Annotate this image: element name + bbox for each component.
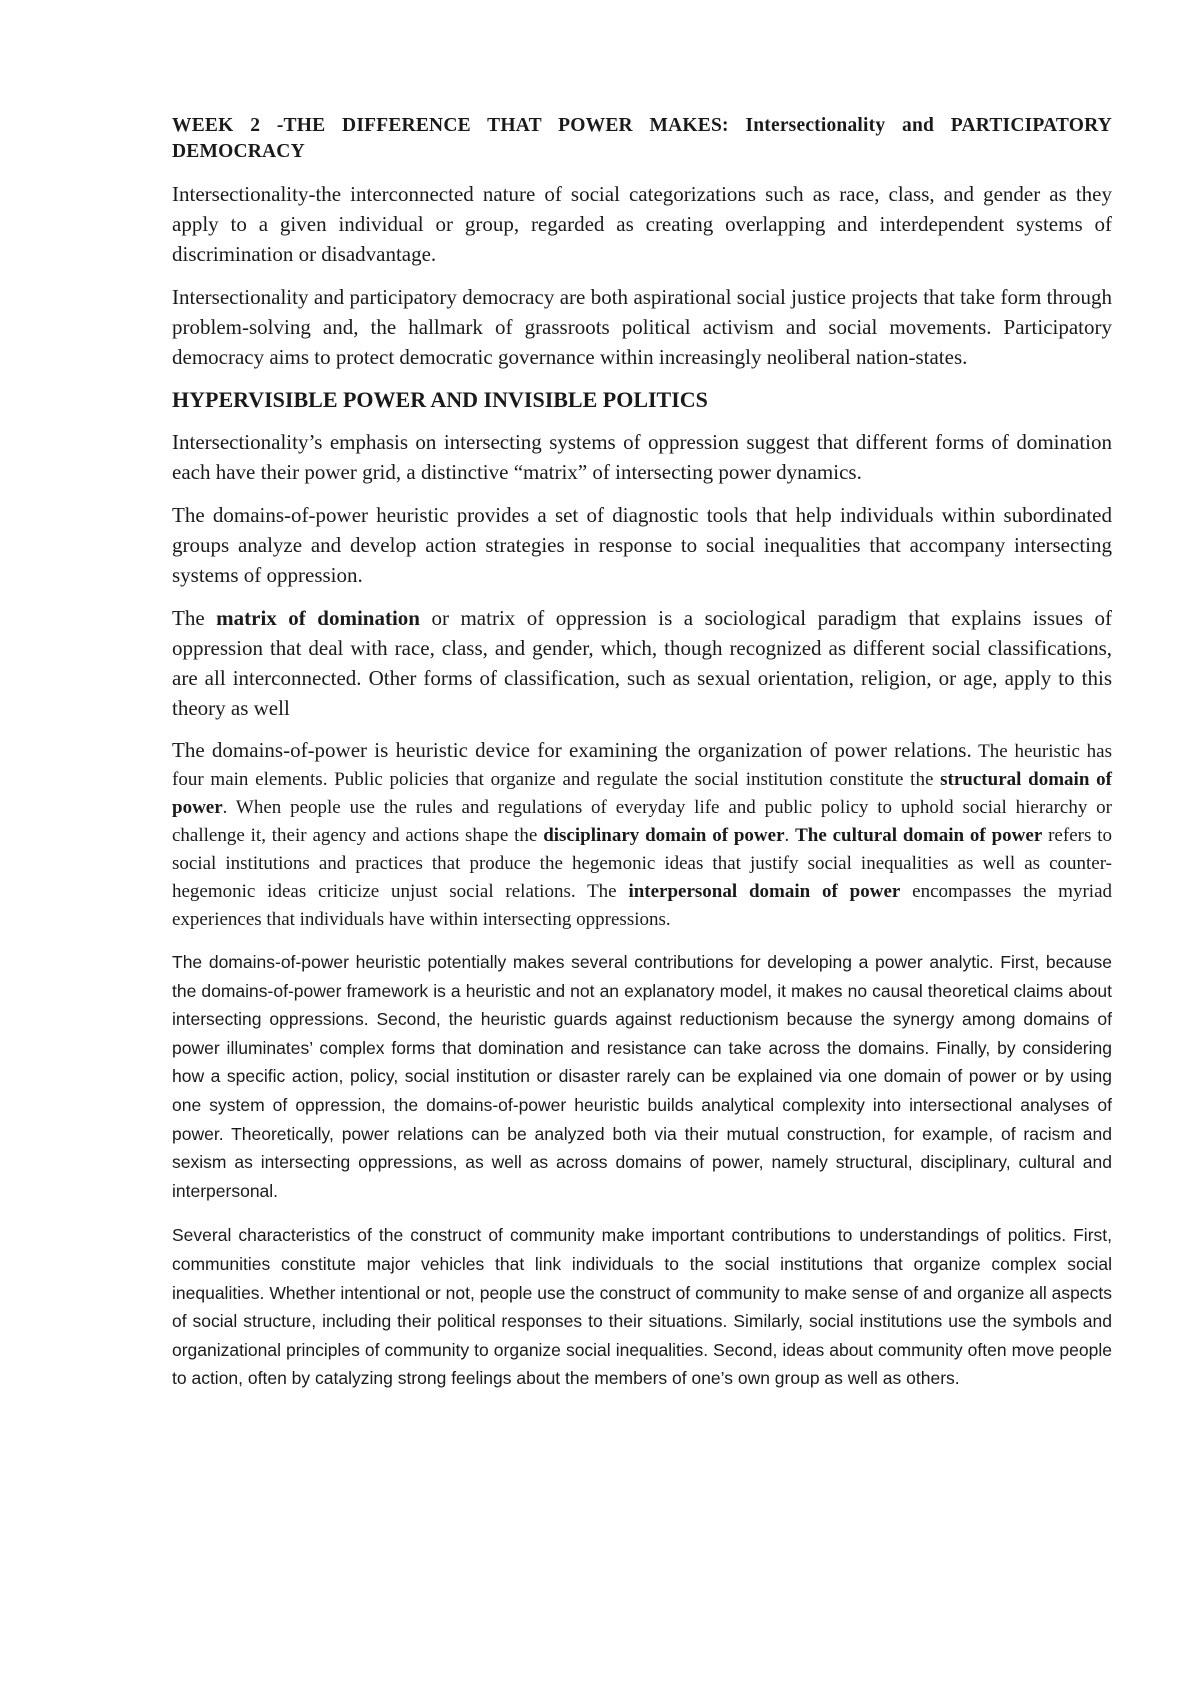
aspirational-paragraph: Intersectionality and participatory democracy are both aspirational social justice projects that take form through problem-solving and, the hallmark of grassroots political activism and social movements. Participatory democracy aims to protect democratic governance within increasingly neoliberal nation-states. xyxy=(172,285,1112,369)
document-title: WEEK 2 -THE DIFFERENCE THAT POWER MAKES: Intersectionality and PARTICIPATORY DEMOCRACY xyxy=(172,115,1112,162)
document-page xyxy=(172,113,1112,1409)
domains-paragraph xyxy=(172,736,1112,934)
domains-lead: The domains-of-power is heuristic device for examining the organization of power relations. xyxy=(172,738,972,762)
heuristic-tools-paragraph: The domains-of-power heuristic provides a set of diagnostic tools that help individuals within subordinated groups analyze and develop action strategies in response to social inequalities that accompany intersecting systems of oppression. xyxy=(172,503,1112,587)
matrix-paragraph xyxy=(172,603,1112,723)
interpersonal-domain-term: interpersonal domain of power xyxy=(628,881,901,902)
community-paragraph: Several characteristics of the construct of community make important contributions to understandings of politics. First, communities constitute major vehicles that link individuals to the social institutions that organize complex social inequalities. Whether intentional or not, people use the construct of community to make sense of and organize all aspects of social structure, including their political responses to their situations. Similarly, social institutions use the symbols and organizational principles of community to organize social inequalities. Second, ideas about community often move people to action, often by catalyzing strong feelings about the members of one’s own group as well as others. xyxy=(172,1225,1112,1389)
section-heading: HYPERVISIBLE POWER AND INVISIBLE POLITICS xyxy=(172,387,708,412)
domains-text-1: The heuristic has four main elements. Public policies that organize and regulate the social institution constitute the xyxy=(172,741,1112,790)
definition-paragraph: Intersectionality-the interconnected nature of social categorizations such as race, class, and gender as they apply to a given individual or group, regarded as creating overlapping and interdependent systems of discrimination or disadvantage. xyxy=(172,182,1112,266)
domains-text-3: . xyxy=(784,825,796,846)
matrix-pre: The xyxy=(172,606,217,630)
matrix-post: or matrix of oppression is a sociological paradigm that explains issues of oppression that deal with race, class, and gender, which, though recognized as different social classifications, are all interconnected. Other forms of classification, such as sexual orientation, religion, or age, apply to this theory as well xyxy=(172,606,1112,720)
cultural-domain-term: The cultural domain of power xyxy=(795,825,1043,846)
emphasis-paragraph: Intersectionality’s emphasis on intersecting systems of oppression suggest that different forms of domination each have their power grid, a distinctive “matrix” of intersecting power dynamics. xyxy=(172,430,1112,484)
domains-text-5: encompasses the myriad experiences that individuals have within intersecting oppressions. xyxy=(172,881,1112,930)
matrix-bold-term: matrix of domination xyxy=(216,606,420,630)
structural-domain-term: structural domain of power xyxy=(172,769,1112,818)
disciplinary-domain-term: disciplinary domain of power xyxy=(543,825,785,846)
contributions-paragraph: The domains-of-power heuristic potentially makes several contributions for developing a power analytic. First, because the domains-of-power framework is a heuristic and not an explanatory model, it makes no causal theoretical claims about intersecting oppressions. Second, the heuristic guards against reductionism because the synergy among domains of power illuminates’ complex forms that domination and resistance can take across the domains. Finally, by considering how a specific action, policy, social institution or disaster rarely can be explained via one domain of power or by using one system of oppression, the domains-of-power heuristic builds analytical complexity into intersectional analyses of power. Theoretically, power relations can be analyzed both via their mutual construction, for example, of racism and sexism as intersecting oppressions, as well as across domains of power, namely structural, disciplinary, cultural and interpersonal. xyxy=(172,952,1112,1201)
domains-text-4: refers to social institutions and practices that produce the hegemonic ideas that justify social inequalities as well as counter-hegemonic ideas criticize unjust social relations. The xyxy=(172,825,1112,902)
domains-text-2: . When people use the rules and regulations of everyday life and public policy to uphold social hierarchy or challenge it, their agency and actions shape the xyxy=(172,797,1112,846)
